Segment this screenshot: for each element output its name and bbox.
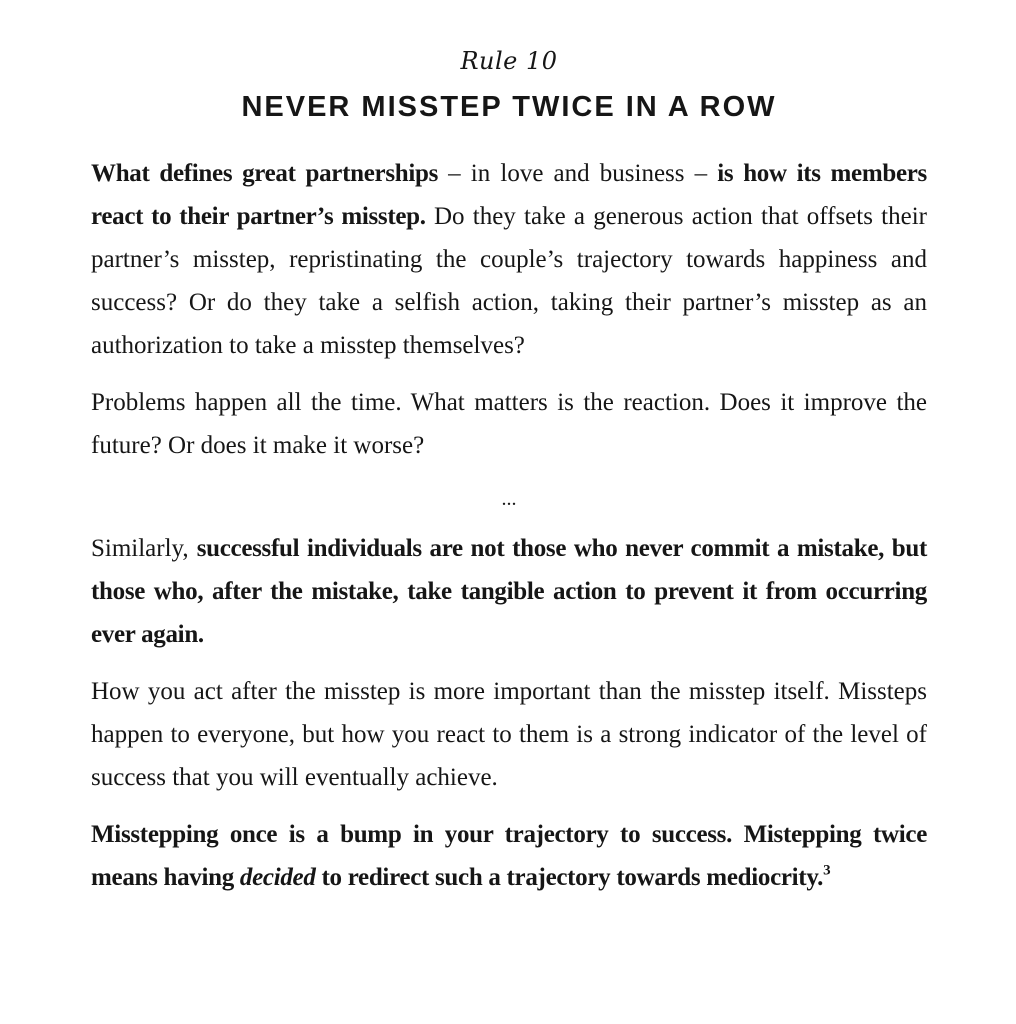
chapter-title: NEVER MISSTEP TWICE IN A ROW [241, 91, 777, 123]
book-page [91, 44, 927, 899]
bold-phrase: successful individuals are not those who never commit a mistake, but those who, after the mistake, take tangible action to prevent it from occurring ever again. [91, 535, 928, 648]
bold-phrase: is how its members react to their partner’s misstep. [91, 160, 927, 230]
text-span: Similarly, [91, 535, 197, 562]
paragraph-partnerships [91, 152, 927, 367]
paragraph-successful-individuals [91, 527, 927, 656]
paragraph-misstepping [91, 813, 927, 899]
rule-label: Rule 10 [460, 47, 558, 75]
text-span: – in love and business – [438, 160, 718, 187]
text-span: Do they take a generous action that offsets their partner’s misstep, repristinating the couple’s trajectory towards happiness and success? Or do they take a selfish action, taking their partner’s misstep as an authorization to take a misstep themselves? [91, 203, 927, 359]
footnote-marker[interactable]: 3 [823, 862, 831, 879]
italic-emphasis: decided [239, 864, 316, 891]
section-separator: ... [501, 488, 517, 510]
bold-phrase: What defines great partnerships [91, 160, 439, 187]
bold-phrase: to redirect such a trajectory towards mediocrity. [315, 864, 824, 891]
paragraph-problems: Problems happen all the time. What matters is the reaction. Does it improve the future? Or does it make it worse? [91, 389, 927, 459]
paragraph-how-you-act: How you act after the misstep is more important than the misstep itself. Missteps happen to everyone, but how you react to them is a strong indicator of the level of success that you will eventually achieve. [91, 678, 927, 791]
bold-phrase: Misstepping once is a bump in your trajectory to success. Mistepping twice means having [91, 821, 927, 891]
